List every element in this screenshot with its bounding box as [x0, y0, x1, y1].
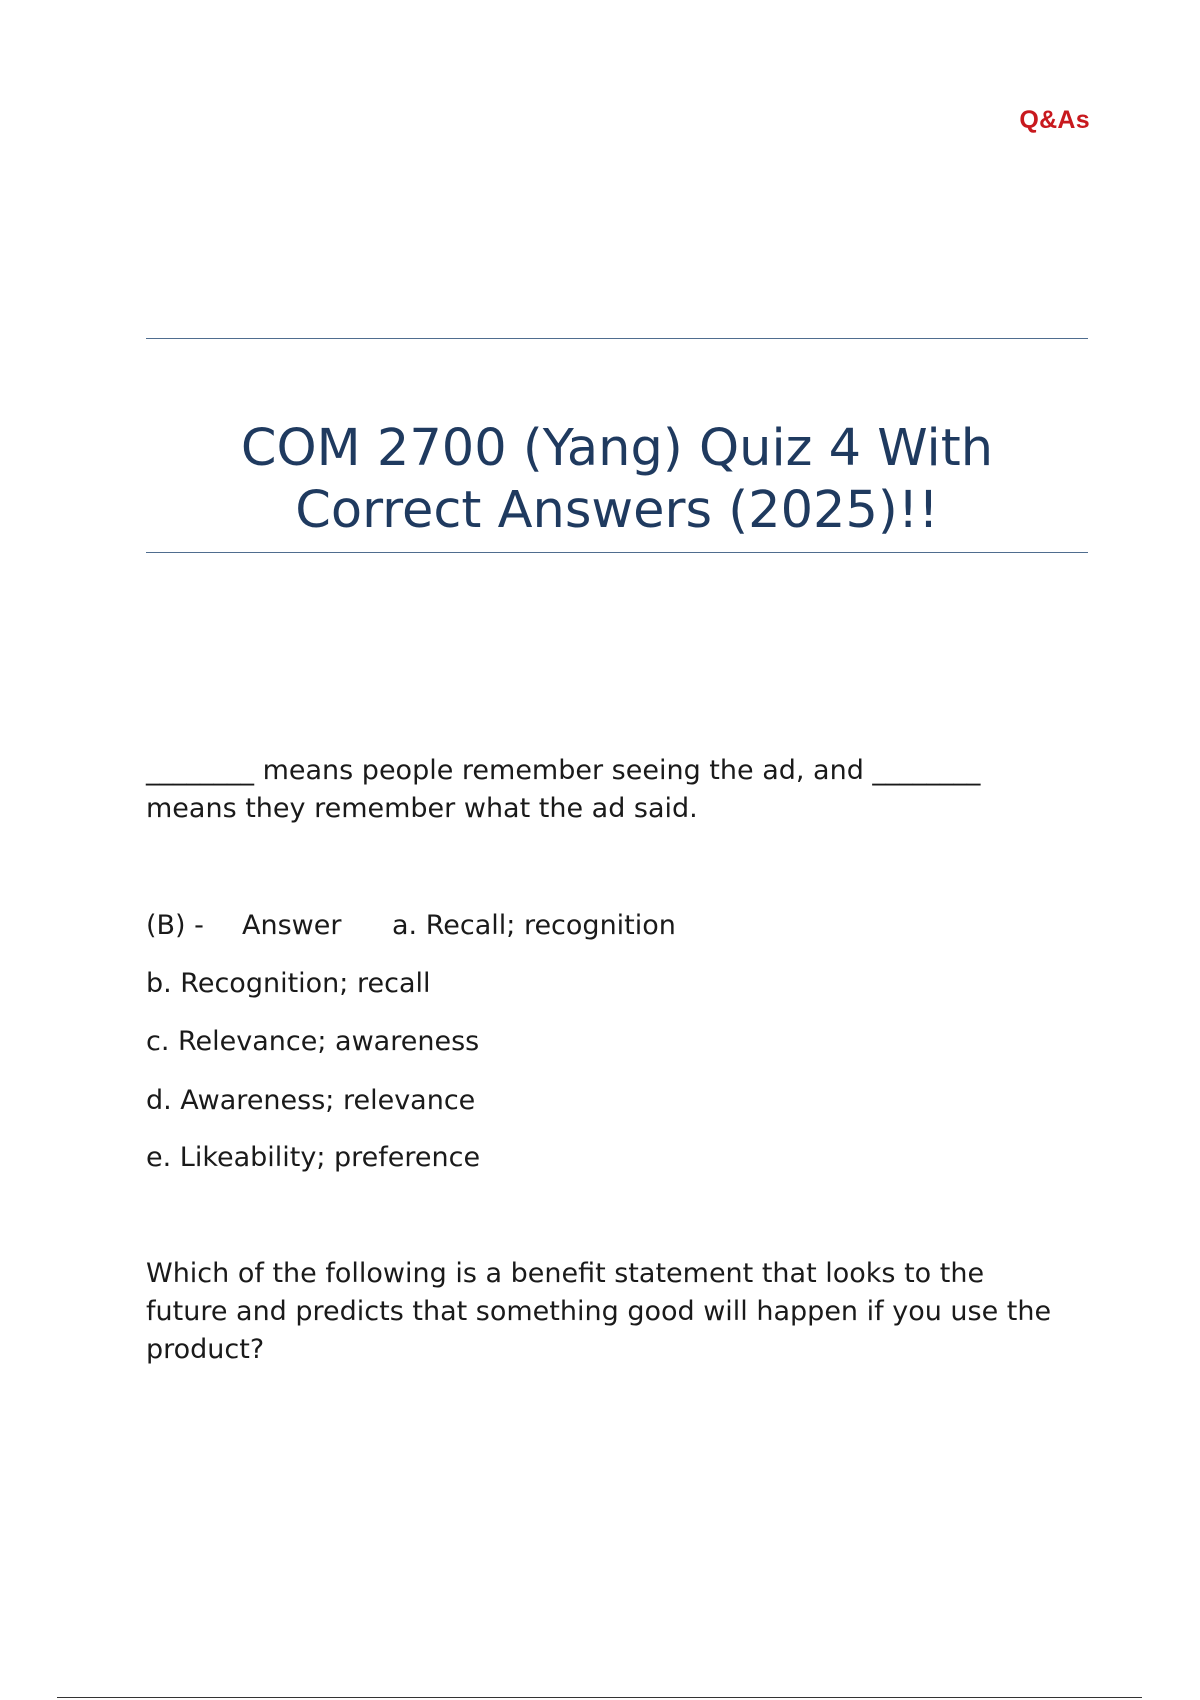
option-c: c. Relevance; awareness [146, 1026, 480, 1057]
answer-tag: (B) - [146, 910, 204, 941]
title-rule-top [146, 338, 1088, 339]
option-b: b. Recognition; recall [146, 968, 431, 999]
header-tag: Q&As [1019, 106, 1090, 134]
option-a: a. Recall; recognition [392, 910, 676, 941]
option-e: e. Likeability; preference [146, 1142, 481, 1173]
answer-label: Answer [242, 910, 342, 941]
footer-rule [57, 1697, 1142, 1698]
question-2-text: Which of the following is a benefit statement that looks to the future and predicts that something good will happen if you use the product? [146, 1258, 1052, 1365]
question-1-text: ________ means people remember seeing the ad, and ________ means they remember what the ad said. [146, 755, 981, 824]
title-rule-bottom [146, 552, 1088, 553]
page-title: COM 2700 (Yang) Quiz 4 With Correct Answers (2025)!! [240, 419, 994, 540]
answer-line [146, 907, 676, 945]
option-d: d. Awareness; relevance [146, 1085, 476, 1116]
